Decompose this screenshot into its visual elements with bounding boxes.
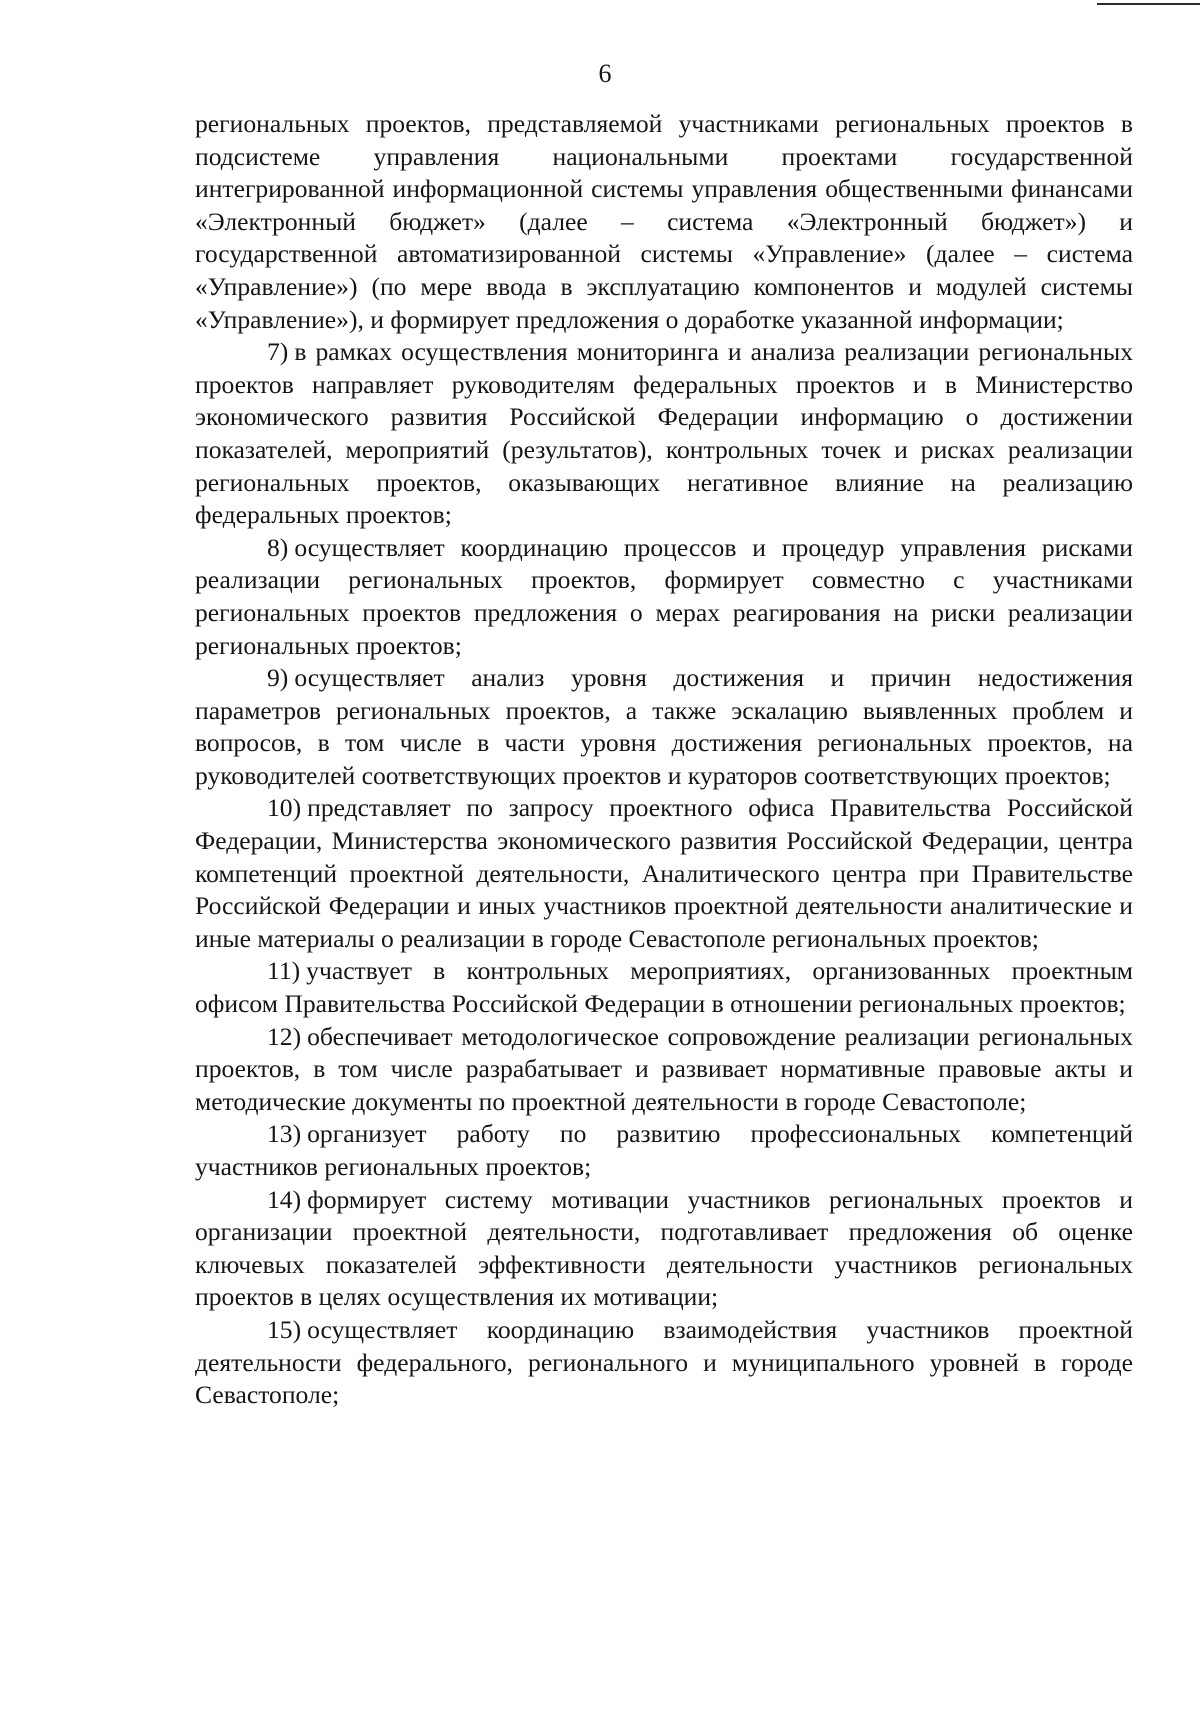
list-item-7	[195, 336, 1133, 532]
list-item-14	[195, 1184, 1133, 1314]
paragraph-text: обеспечивает методологическое сопровождение реализации региональных проектов, в том числе разрабатывает и развивает нормативные правовые акты и методические документы по проектной деятельности в городе Севастополе;	[195, 1021, 1133, 1116]
list-item-8	[195, 532, 1133, 662]
corner-rule	[1097, 3, 1200, 5]
paragraph-text: региональных проектов, представляемой участниками региональных проектов в подсистеме управления национальными проектами государственной интегрированной информационной системы управления общественными финансами «Электронный бюджет» (далее – система «Электронный бюджет») и государственной автоматизированной системы «Управление» (далее – система «Управление») (по мере ввода в эксплуатацию компонентов и модулей системы «Управление»), и формирует предложения о доработке указанной информации;	[195, 109, 1133, 334]
list-item-15	[195, 1314, 1133, 1412]
paragraph-text: участвует в контрольных мероприятиях, организованных проектным офисом Правительства Российской Федерации в отношении региональных проектов;	[195, 956, 1133, 1019]
document-body	[195, 108, 1133, 1412]
list-item-12	[195, 1021, 1133, 1119]
list-item-11	[195, 955, 1133, 1020]
list-item-9	[195, 662, 1133, 792]
list-item-number: 15)	[267, 1314, 302, 1344]
paragraph-text: формирует систему мотивации участников региональных проектов и организации проектной деятельности, подготавливает предложения об оценке ключевых показателей эффективности деятельности участников региональных проектов в целях осуществления их мотивации;	[195, 1184, 1133, 1312]
page-number: 6	[598, 59, 612, 88]
list-item-number: 13)	[267, 1119, 302, 1149]
list-item-10	[195, 792, 1133, 955]
list-item-number: 10)	[267, 793, 302, 823]
list-item-number: 14)	[267, 1184, 302, 1214]
list-item-number: 11)	[267, 956, 301, 986]
paragraph-text: осуществляет анализ уровня достижения и причин недостижения параметров региональных проектов, а также эскалацию выявленных проблем и вопросов, в том числе в части уровня достижения региональных проектов, на руководителей соответствующих проектов и кураторов соответствующих проектов;	[195, 663, 1133, 790]
paragraph-text: осуществляет координацию процессов и процедур управления рисками реализации региональных проектов, формирует совместно с участниками региональных проектов предложения о мерах реагирования на риски реализации региональных проектов;	[195, 532, 1133, 660]
list-item-number: 7)	[267, 337, 289, 367]
paragraph-continuation	[195, 108, 1133, 336]
paragraph-text: в рамках осуществления мониторинга и анализа реализации региональных проектов направляет руководителям федеральных проектов и в Министерство экономического развития Российской Федерации информацию о достижении показателей, мероприятий (результатов), контрольных точек и рисках реализации региональных проектов, оказывающих негативное влияние на реализацию федеральных проектов;	[195, 337, 1133, 530]
list-item-number: 12)	[267, 1021, 302, 1051]
list-item-number: 9)	[267, 663, 289, 693]
list-item-13	[195, 1118, 1133, 1183]
list-item-number: 8)	[267, 532, 289, 562]
paragraph-text: организует работу по развитию профессиональных компетенций участников региональных проектов;	[195, 1119, 1133, 1181]
paragraph-text: осуществляет координацию взаимодействия участников проектной деятельности федерального, регионального и муниципального уровней в городе Севастополе;	[195, 1314, 1133, 1410]
paragraph-text: представляет по запросу проектного офиса Правительства Российской Федерации, Министерства экономического развития Российской Федерации, центра компетенций проектной деятельности, Аналитического центра при Правительстве Российской Федерации и иных участников проектной деятельности аналитические и иные материалы о реализации в городе Севастополе региональных проектов;	[195, 793, 1133, 953]
